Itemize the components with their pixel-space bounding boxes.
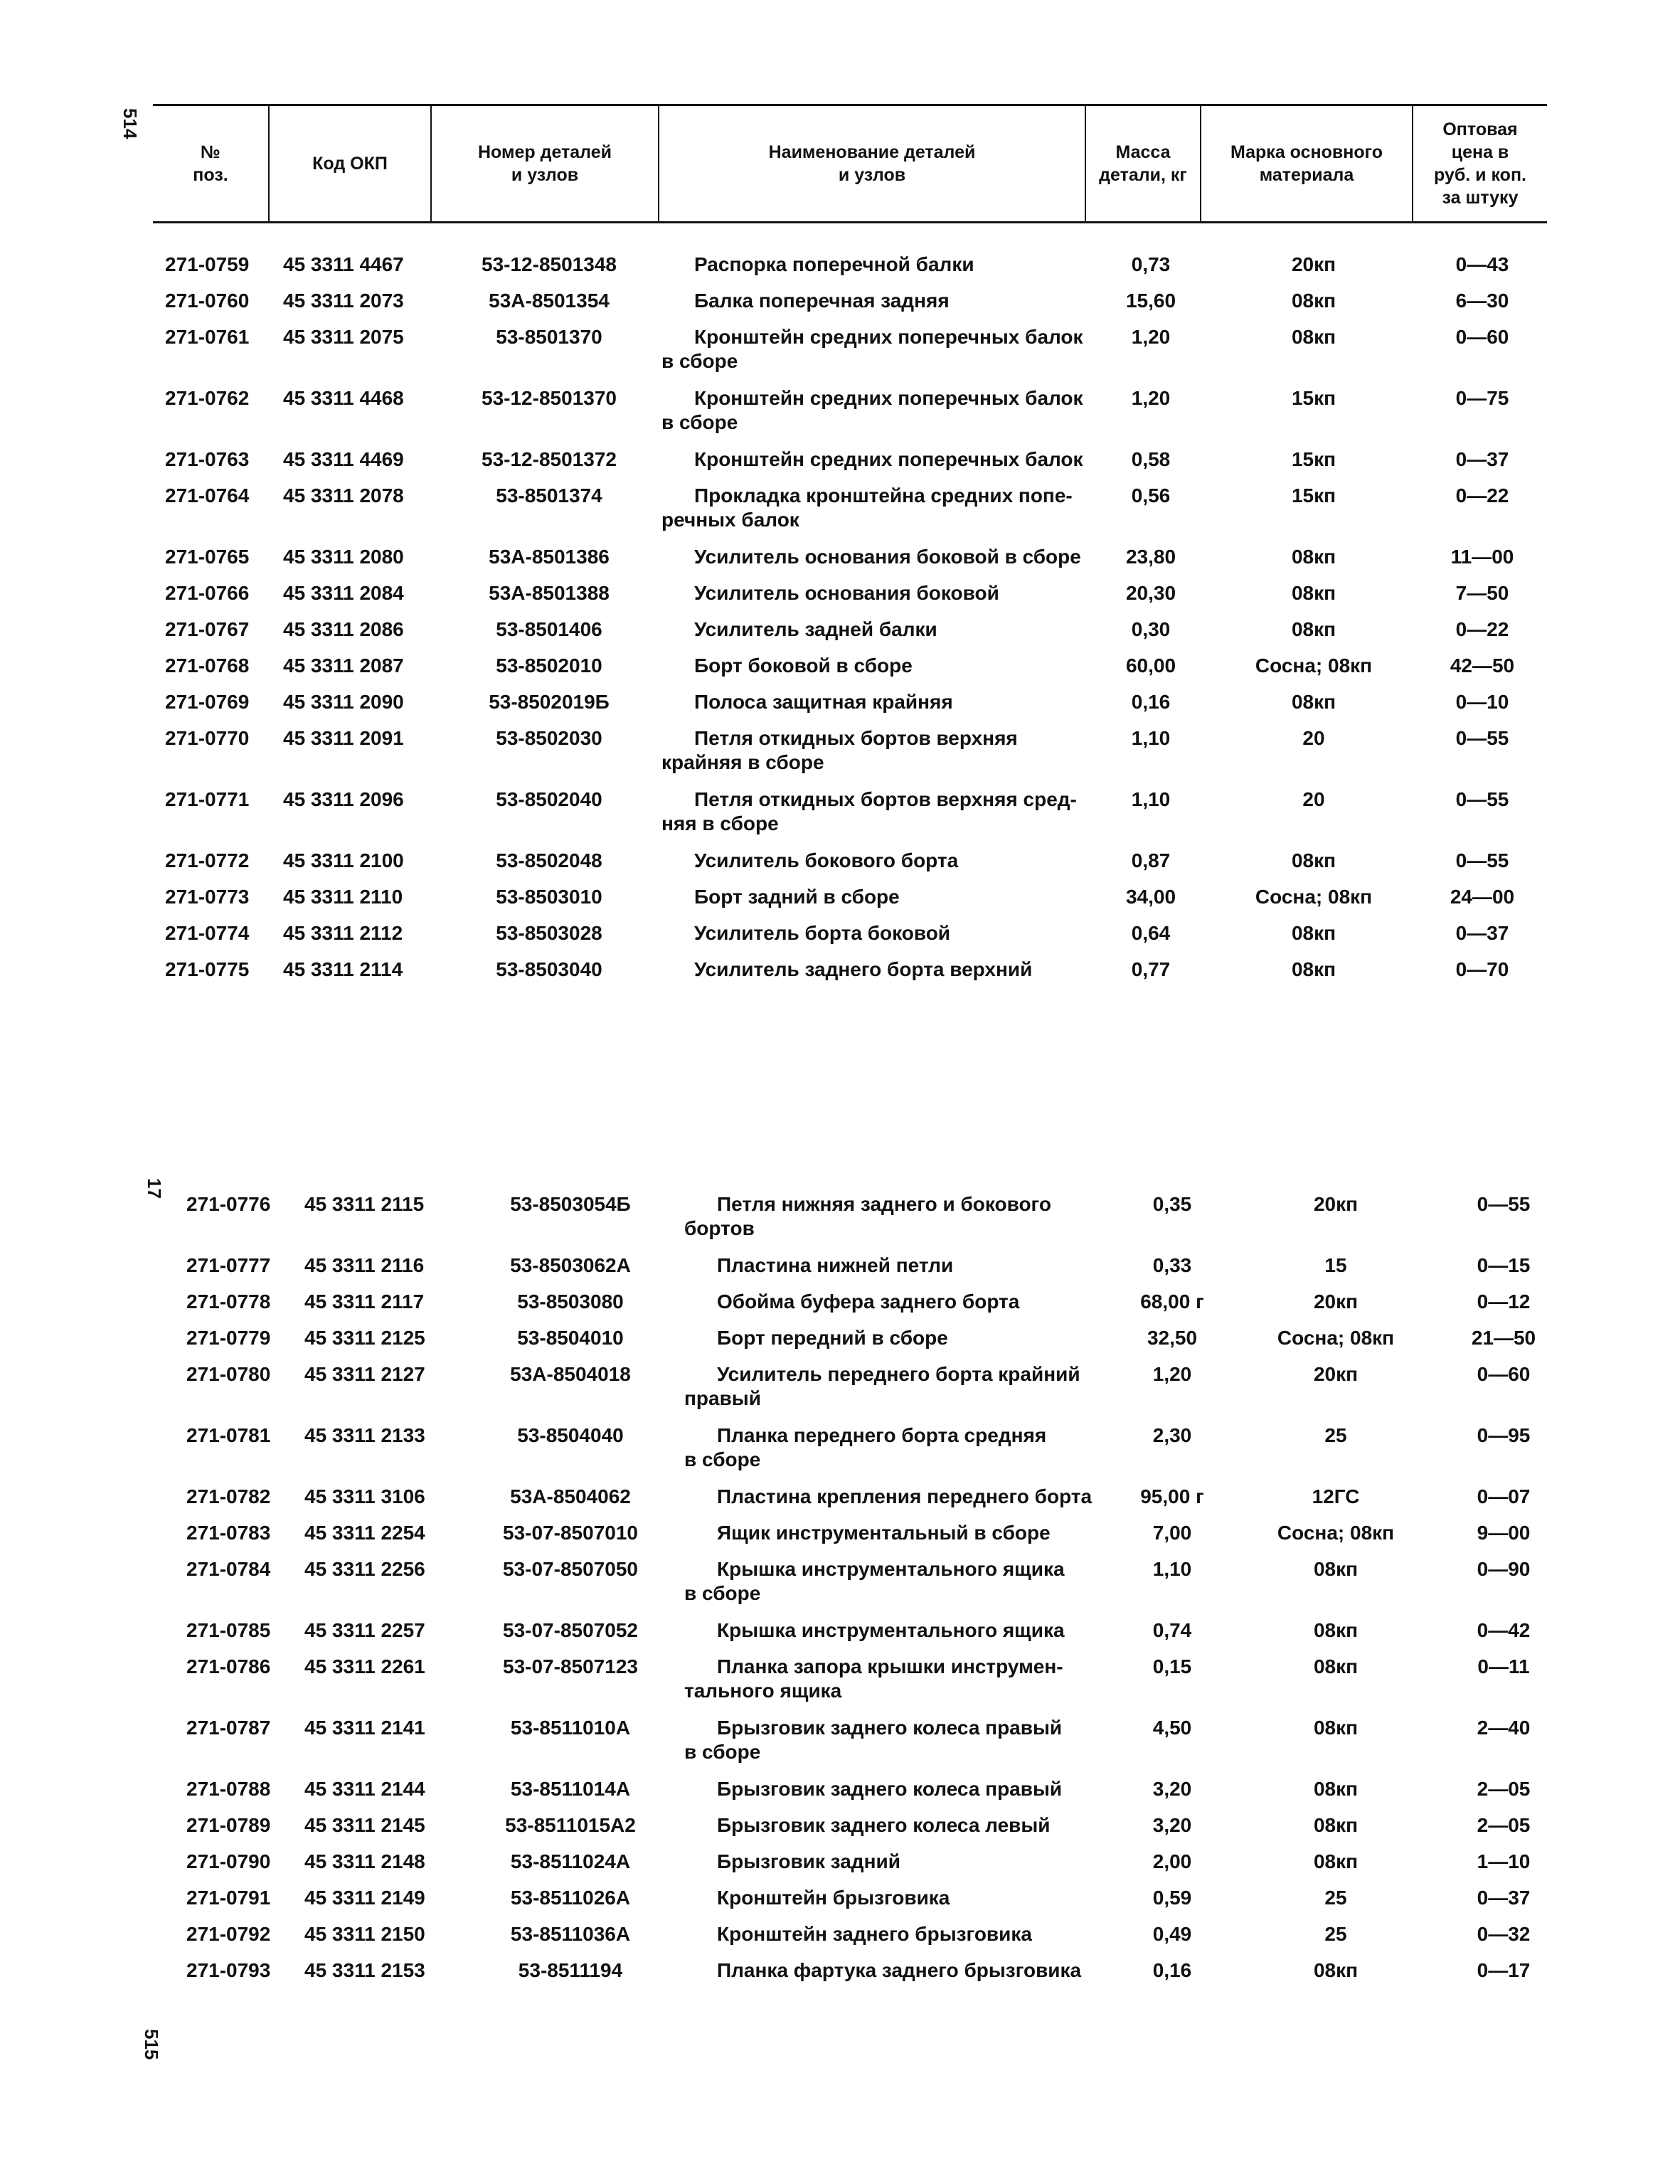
header-price: Оптовая цена в руб. и коп. за штуку [1434,120,1526,208]
row-name: Усилитель заднего борта верхний [694,958,1033,980]
row-pos: 271-0793 [186,1959,271,1981]
row-okp: 45 3311 2087 [283,654,404,677]
row-mass: 3,20 [1152,1814,1192,1836]
row-pos: 271-0780 [186,1363,271,1385]
row-part-number: 53-8502040 [496,788,602,810]
row-mass: 0,73 [1131,253,1171,275]
row-name: Планка переднего борта средняя в сборе [684,1424,1047,1470]
row-name: Брызговик заднего колеса правый в сборе [684,1717,1063,1763]
row-price: 0—43 [1455,253,1509,275]
row-part-number: 53-8503062А [510,1254,631,1276]
row-name: Брызговик задний [717,1850,900,1872]
row-pos: 271-0790 [186,1850,271,1872]
row-okp: 45 3311 2117 [304,1290,425,1313]
row-mass: 0,16 [1152,1959,1192,1981]
page-number-bottom: 515 [141,2029,162,2060]
row-part-number: 53-07-8507010 [503,1522,638,1544]
row-okp: 45 3311 2078 [283,484,404,507]
row-material: 08кп [1291,958,1336,980]
row-mass: 0,59 [1152,1887,1192,1909]
row-okp: 45 3311 4468 [283,387,404,409]
header-okp: Код ОКП [270,106,432,221]
row-material: 20кп [1313,1290,1359,1313]
table-header [153,104,1547,223]
row-pos: 271-0791 [186,1887,271,1909]
row-material: 08кп [1313,1655,1359,1677]
row-pos: 271-0788 [186,1778,271,1800]
row-price: 2—40 [1477,1717,1531,1739]
row-pos: 271-0771 [165,788,250,810]
row-material: Сосна; 08кп [1277,1522,1395,1544]
row-name: Обойма буфера заднего борта [717,1290,1020,1313]
row-okp: 45 3311 2133 [304,1424,425,1446]
row-material: 08кп [1313,1959,1359,1981]
row-material: 08кп [1291,618,1336,640]
row-mass: 0,56 [1131,484,1171,507]
row-price: 2—05 [1477,1814,1531,1836]
row-material: Сосна; 08кп [1255,654,1373,677]
row-okp: 45 3311 2256 [304,1558,425,1580]
row-pos: 271-0787 [186,1717,271,1739]
row-price: 24—00 [1450,886,1515,908]
row-name: Крышка инструментального ящика [717,1619,1065,1641]
row-pos: 271-0764 [165,484,250,507]
row-material: 25 [1324,1923,1347,1945]
row-okp: 45 3311 2116 [304,1254,425,1276]
row-name: Петля откидных бортов верхняя крайняя в сборе [661,727,1018,773]
row-part-number: 53-8511010А [510,1717,631,1739]
row-price: 42—50 [1450,654,1515,677]
row-mass: 1,10 [1131,788,1171,810]
row-name: Балка поперечная задняя [694,290,950,312]
row-mass: 1,20 [1131,387,1171,409]
row-mass: 68,00 г [1140,1290,1204,1313]
row-material: 20кп [1291,253,1336,275]
row-part-number: 53-8501374 [496,484,602,507]
row-pos: 271-0772 [165,849,250,871]
row-part-number: 53-8503010 [496,886,602,908]
row-price: 0—60 [1477,1363,1531,1385]
row-part-number: 53-07-8507050 [503,1558,638,1580]
row-part-number: 53-8502030 [496,727,602,749]
row-part-number: 53-8511014А [510,1778,631,1800]
row-mass: 60,00 [1125,654,1176,677]
row-okp: 45 3311 2144 [304,1778,425,1800]
row-pos: 271-0769 [165,691,250,713]
row-okp: 45 3311 2084 [283,582,404,604]
row-material: 08кп [1291,290,1336,312]
row-price: 0—75 [1455,387,1509,409]
row-mass: 1,10 [1152,1558,1192,1580]
row-okp: 45 3311 2114 [283,958,403,980]
row-part-number: 53-8502048 [496,849,602,871]
row-name: Брызговик заднего колеса левый [717,1814,1051,1836]
row-material: 25 [1324,1424,1347,1446]
row-okp: 45 3311 2145 [304,1814,425,1836]
row-material: 08кп [1313,1717,1359,1739]
row-price: 0—10 [1455,691,1509,713]
row-mass: 0,58 [1131,448,1171,470]
row-okp: 45 3311 3106 [304,1485,425,1507]
row-name: Кронштейн брызговика [717,1887,950,1909]
row-name: Крышка инструментального ящика в сборе [684,1558,1065,1604]
row-mass: 23,80 [1125,546,1176,568]
row-price: 0—95 [1477,1424,1531,1446]
row-name: Усилитель борта боковой [694,922,951,944]
row-part-number: 53-8501370 [496,326,602,348]
row-price: 0—55 [1455,727,1509,749]
row-name: Борт передний в сборе [717,1327,948,1349]
row-mass: 0,77 [1131,958,1171,980]
row-part-number: 53-8511194 [518,1959,623,1981]
row-part-number: 53-12-8501370 [482,387,617,409]
row-pos: 271-0762 [165,387,250,409]
row-part-number: 53-12-8501372 [482,448,617,470]
section-number: 17 [144,1178,165,1199]
row-name: Кронштейн средних поперечных балок в сборе [661,326,1083,372]
row-pos: 271-0770 [165,727,250,749]
row-material: 15 [1324,1254,1347,1276]
row-okp: 45 3311 2115 [304,1193,425,1215]
row-name: Кронштейн средних поперечных балок в сборе [661,387,1083,433]
row-price: 1—10 [1477,1850,1531,1872]
row-part-number: 53-07-8507052 [503,1619,638,1641]
row-okp: 45 3311 2127 [304,1363,425,1385]
row-okp: 45 3311 4467 [283,253,404,275]
row-price: 2—05 [1477,1778,1531,1800]
row-mass: 0,49 [1152,1923,1192,1945]
row-material: 08кп [1291,691,1336,713]
row-mass: 1,10 [1131,727,1171,749]
row-name: Усилитель бокового борта [694,849,959,871]
row-mass: 2,00 [1152,1850,1192,1872]
row-mass: 3,20 [1152,1778,1192,1800]
row-material: 15кп [1291,387,1336,409]
row-price: 0—15 [1477,1254,1531,1276]
row-part-number: 53-8503080 [517,1290,624,1313]
row-part-number: 53-8511036А [510,1923,631,1945]
row-okp: 45 3311 2261 [304,1655,425,1677]
row-part-number: 53А-8501386 [489,546,610,568]
row-part-number: 53А-8501354 [489,290,610,312]
row-price: 0—90 [1477,1558,1531,1580]
row-pos: 271-0774 [165,922,250,944]
row-pos: 271-0776 [186,1193,271,1215]
row-pos: 271-0782 [186,1485,271,1507]
row-okp: 45 3311 2141 [304,1717,425,1739]
row-part-number: 53-8502019Б [489,691,610,713]
row-price: 0—12 [1477,1290,1531,1313]
row-pos: 271-0778 [186,1290,271,1313]
row-mass: 20,30 [1125,582,1176,604]
row-material: 08кп [1291,546,1336,568]
row-pos: 271-0768 [165,654,250,677]
row-name: Планка фартука заднего брызговика [717,1959,1082,1981]
row-price: 0—60 [1455,326,1509,348]
row-pos: 271-0766 [165,582,250,604]
row-mass: 2,30 [1152,1424,1192,1446]
row-part-number: 53-12-8501348 [482,253,617,275]
row-okp: 45 3311 2150 [304,1923,425,1945]
row-mass: 0,30 [1131,618,1171,640]
row-material: 08кп [1313,1850,1359,1872]
row-mass: 0,74 [1152,1619,1192,1641]
row-material: 20кп [1313,1363,1359,1385]
row-price: 9—00 [1477,1522,1531,1544]
header-mass: Масса детали, кг [1086,106,1201,221]
row-material: 20 [1302,727,1325,749]
row-mass: 1,20 [1152,1363,1192,1385]
row-mass: 0,87 [1131,849,1171,871]
row-part-number: 53-8511026А [510,1887,631,1909]
row-mass: 15,60 [1125,290,1176,312]
row-material: 08кп [1291,582,1336,604]
row-price: 6—30 [1455,290,1509,312]
row-mass: 34,00 [1125,886,1176,908]
row-part-number: 53-8504040 [517,1424,624,1446]
row-price: 0—55 [1477,1193,1531,1215]
row-part-number: 53А-8504018 [510,1363,631,1385]
row-name: Борт боковой в сборе [694,654,913,677]
row-name: Брызговик заднего колеса правый [717,1778,1063,1800]
row-okp: 45 3311 2080 [283,546,404,568]
row-pos: 271-0759 [165,253,250,275]
row-name: Планка запора крышки инструмен- тального ящика [684,1655,1063,1702]
row-mass: 0,35 [1152,1193,1192,1215]
row-okp: 45 3311 2110 [283,886,403,908]
row-material: 08кп [1313,1619,1359,1641]
row-pos: 271-0783 [186,1522,271,1544]
row-name: Петля нижняя заднего и бокового бортов [684,1193,1051,1239]
row-name: Борт задний в сборе [694,886,900,908]
row-part-number: 53-8511015А2 [505,1814,636,1836]
row-okp: 45 3311 4469 [283,448,404,470]
row-mass: 0,33 [1152,1254,1192,1276]
row-okp: 45 3311 2149 [304,1887,425,1909]
row-name: Пластина нижней петли [717,1254,954,1276]
row-name: Усилитель задней балки [694,618,937,640]
row-part-number: 53-07-8507123 [503,1655,638,1677]
row-part-number: 53-8502010 [496,654,602,677]
row-price: 0—17 [1477,1959,1531,1981]
page-number-top: 514 [119,108,141,139]
row-material: 25 [1324,1887,1347,1909]
row-part-number: 53А-8501388 [489,582,610,604]
row-material: 12ГС [1312,1485,1360,1507]
row-material: 08кп [1313,1558,1359,1580]
row-price: 0—37 [1477,1887,1531,1909]
row-name: Усилитель переднего борта крайний правый [684,1363,1080,1409]
row-okp: 45 3311 2090 [283,691,404,713]
row-pos: 271-0763 [165,448,250,470]
row-price: 7—50 [1455,582,1509,604]
row-material: 08кп [1291,326,1336,348]
row-material: Сосна; 08кп [1255,886,1373,908]
row-part-number: 53-8503040 [496,958,602,980]
row-name: Распорка поперечной балки [694,253,974,275]
row-price: 0—55 [1455,849,1509,871]
row-material: 08кп [1291,922,1336,944]
row-name: Кронштейн средних поперечных балок [694,448,1083,470]
row-okp: 45 3311 2096 [283,788,404,810]
row-okp: 45 3311 2091 [283,727,404,749]
row-mass: 95,00 г [1140,1485,1204,1507]
row-name: Петля откидных бортов верхняя сред- няя в сборе [661,788,1077,834]
row-price: 0—32 [1477,1923,1531,1945]
row-okp: 45 3311 2257 [304,1619,425,1641]
row-price: 0—55 [1455,788,1509,810]
header-name: Наименование деталей и узлов [659,106,1086,221]
row-pos: 271-0775 [165,958,250,980]
row-part-number: 53-8504010 [517,1327,624,1349]
row-pos: 271-0779 [186,1327,271,1349]
row-price: 0—37 [1455,922,1509,944]
row-mass: 4,50 [1152,1717,1192,1739]
row-material: 08кп [1313,1778,1359,1800]
row-name: Полоса защитная крайняя [694,691,953,713]
row-okp: 45 3311 2100 [283,849,404,871]
row-name: Усилитель основания боковой [694,582,999,604]
header-pos: № поз. [153,106,270,221]
row-okp: 45 3311 2148 [304,1850,425,1872]
row-price: 11—00 [1450,546,1514,568]
row-pos: 271-0777 [186,1254,271,1276]
row-part-number: 53-8501406 [496,618,602,640]
row-material: 15кп [1291,448,1336,470]
row-material: 08кп [1291,849,1336,871]
row-mass: 0,16 [1131,691,1171,713]
row-name: Пластина крепления переднего борта [717,1485,1092,1507]
row-okp: 45 3311 2075 [283,326,404,348]
row-pos: 271-0781 [186,1424,271,1446]
row-okp: 45 3311 2112 [283,922,403,944]
row-okp: 45 3311 2125 [304,1327,425,1349]
row-name: Прокладка кронштейна средних попе- речных балок [661,484,1073,531]
row-price: 0—37 [1455,448,1509,470]
row-okp: 45 3311 2073 [283,290,404,312]
row-mass: 0,64 [1131,922,1171,944]
row-material: 20 [1302,788,1325,810]
row-pos: 271-0786 [186,1655,271,1677]
row-price: 0—22 [1455,484,1509,507]
row-part-number: 53-8503028 [496,922,602,944]
row-pos: 271-0789 [186,1814,271,1836]
row-mass: 32,50 [1147,1327,1198,1349]
row-price: 0—70 [1455,958,1509,980]
row-name: Ящик инструментальный в сборе [717,1522,1051,1544]
header-material: Марка основного материала [1201,106,1413,221]
row-mass: 1,20 [1131,326,1171,348]
row-mass: 0,15 [1152,1655,1192,1677]
row-price: 21—50 [1471,1327,1536,1349]
row-price: 0—11 [1477,1655,1530,1677]
row-material: Сосна; 08кп [1277,1327,1395,1349]
row-material: 08кп [1313,1814,1359,1836]
row-material: 15кп [1291,484,1336,507]
row-part-number: 53-8511024А [510,1850,631,1872]
row-name: Усилитель основания боковой в сборе [694,546,1081,568]
row-part-number: 53-8503054Б [510,1193,631,1215]
row-mass: 7,00 [1152,1522,1192,1544]
row-pos: 271-0784 [186,1558,271,1580]
row-price: 0—42 [1477,1619,1531,1641]
row-okp: 45 3311 2153 [304,1959,425,1981]
row-pos: 271-0785 [186,1619,271,1641]
row-price: 0—22 [1455,618,1509,640]
row-pos: 271-0760 [165,290,250,312]
row-part-number: 53А-8504062 [510,1485,631,1507]
row-price: 0—07 [1477,1485,1531,1507]
row-pos: 271-0773 [165,886,250,908]
row-pos: 271-0765 [165,546,250,568]
header-part-no: Номер деталей и узлов [432,106,659,221]
row-material: 20кп [1313,1193,1359,1215]
row-okp: 45 3311 2254 [304,1522,425,1544]
row-okp: 45 3311 2086 [283,618,404,640]
row-name: Кронштейн заднего брызговика [717,1923,1032,1945]
row-pos: 271-0761 [165,326,250,348]
row-pos: 271-0767 [165,618,250,640]
row-pos: 271-0792 [186,1923,271,1945]
